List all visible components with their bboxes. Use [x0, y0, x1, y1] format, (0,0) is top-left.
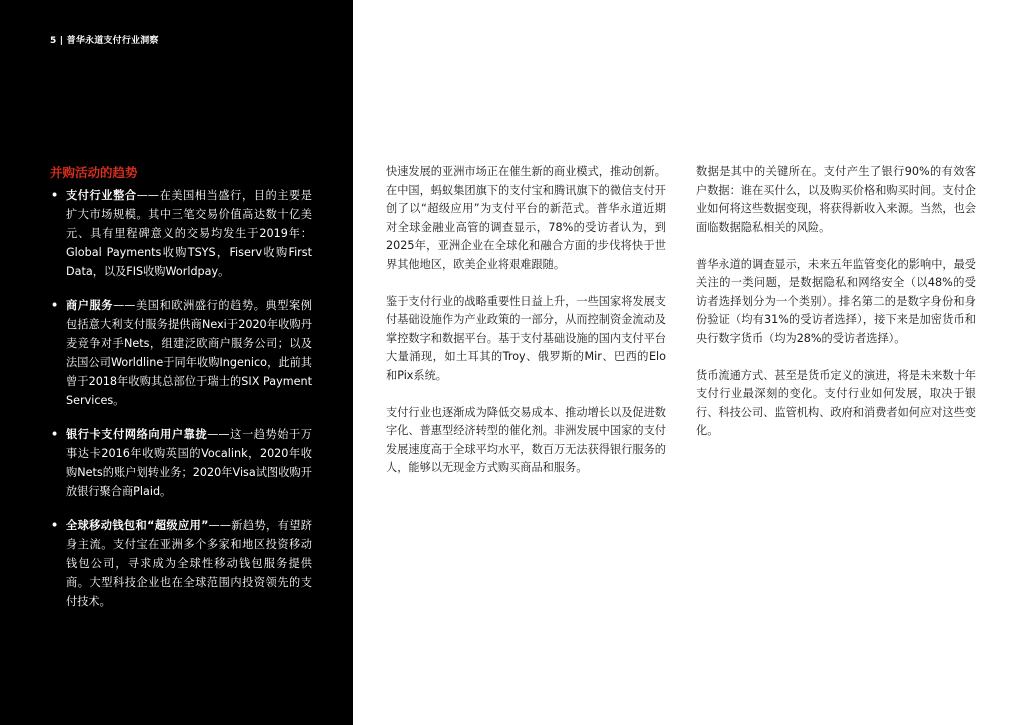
paragraph: 货币流通方式、甚至是货币定义的演进，将是未来数十年支付行业最深刻的变化。支付行业如何发展，取决于银行、科技公司、监管机构、政府和消费者如何应对这些变化。: [696, 368, 976, 437]
bullet-dot-icon: •: [51, 189, 59, 202]
bullet-dot-icon: •: [51, 519, 59, 532]
middle-column: [386, 163, 666, 496]
paragraph: 支付行业也逐渐成为降低交易成本、推动增长以及促进数字化、普惠型经济转型的催化剂。非洲发展中国家的支付发展速度高于全球平均水平，数百万无法获得银行服务的人，能够以无现金方式购买商品和服务。: [386, 405, 666, 474]
bullet-item: [50, 425, 312, 501]
paragraph: 数据是其中的关键所在。支付产生了银行90%的有效客户数据：谁在买什么，以及购买价格和购买时间。支付企业如何将这些数据变现，将获得新收入来源。当然，也会面临数据隐私相关的风险。: [696, 165, 976, 234]
bullet-body: ——这一趋势始于万事达卡2016年收购英国的Vocalink，2020年收购Nets的账户划转业务；2020年Visa试图收购开放银行聚合商Plaid。: [66, 428, 312, 498]
bullet-dot-icon: •: [51, 299, 59, 312]
bullet-item: [50, 186, 312, 281]
bullet-body: ——在美国相当盛行，目的主要是扩大市场规模。其中三笔交易价值高达数十亿美元、具有里程碑意义的交易均发生于2019年：Global Payments收购TSYS，Fiserv收购First Data，以及FIS收购Worldpay。: [66, 189, 312, 278]
bullet-item: [50, 516, 312, 611]
bullet-lead: 全球移动钱包和“超级应用”: [66, 519, 209, 532]
section-title: 并购活动的趋势: [50, 165, 138, 180]
paragraph: 普华永道的调查显示，未来五年监管变化的影响中，最受关注的一类问题，是数据隐私和网络安全（以48%的受访者选择划分为一个类别）。排名第二的是数字身份和身份验证（均有31%的受访者选择），接下来是加密货币和央行数字货币（均为28%的受访者选择）。: [696, 257, 976, 345]
bullet-lead: 商户服务: [66, 299, 114, 312]
bullet-lead: 银行卡支付网络向用户靠拢: [66, 428, 208, 441]
bullet-lead: 支付行业整合: [66, 189, 137, 202]
right-column: [696, 163, 976, 459]
bullet-body: ——新趋势，有望跻身主流。支付宝在亚洲多个多家和地区投资移动钱包公司，寻求成为全球性移动钱包服务提供商。大型科技企业也在全球范围内投资领先的支付技术。: [66, 519, 312, 608]
bullet-list: [50, 186, 312, 626]
bullet-dot-icon: •: [51, 428, 59, 441]
bullet-item: [50, 296, 312, 410]
bullet-body: ——美国和欧洲盛行的趋势。典型案例包括意大利支付服务提供商Nexi于2020年收购丹麦竞争对手Nets，组建泛欧商户服务公司；以及法国公司Worldline于同年收购Ingenico，此前其曾于2018年收购其总部位于瑞士的SIX Payment Services。: [66, 299, 312, 407]
paragraph: 鉴于支付行业的战略重要性日益上升，一些国家将发展支付基础设施作为产业政策的一部分，从而控制资金流动及掌控数字和数据平台。基于支付基础设施的国内支付平台大量涌现，如土耳其的Troy、俄罗斯的Mir、巴西的Elo和Pix系统。: [386, 294, 666, 382]
left-panel: [0, 0, 353, 725]
paragraph: 快速发展的亚洲市场正在催生新的商业模式，推动创新。在中国，蚂蚁集团旗下的支付宝和腾讯旗下的微信支付开创了以“超级应用”为支付平台的新范式。普华永道近期对全球金融业高管的调查显示，78%的受访者认为，到2025年，亚洲企业在全球化和融合方面的步伐将快于世界其他地区，欧美企业将艰难跟随。: [386, 165, 666, 271]
page-header: 5 | 普华永道支付行业洞察: [50, 36, 159, 46]
